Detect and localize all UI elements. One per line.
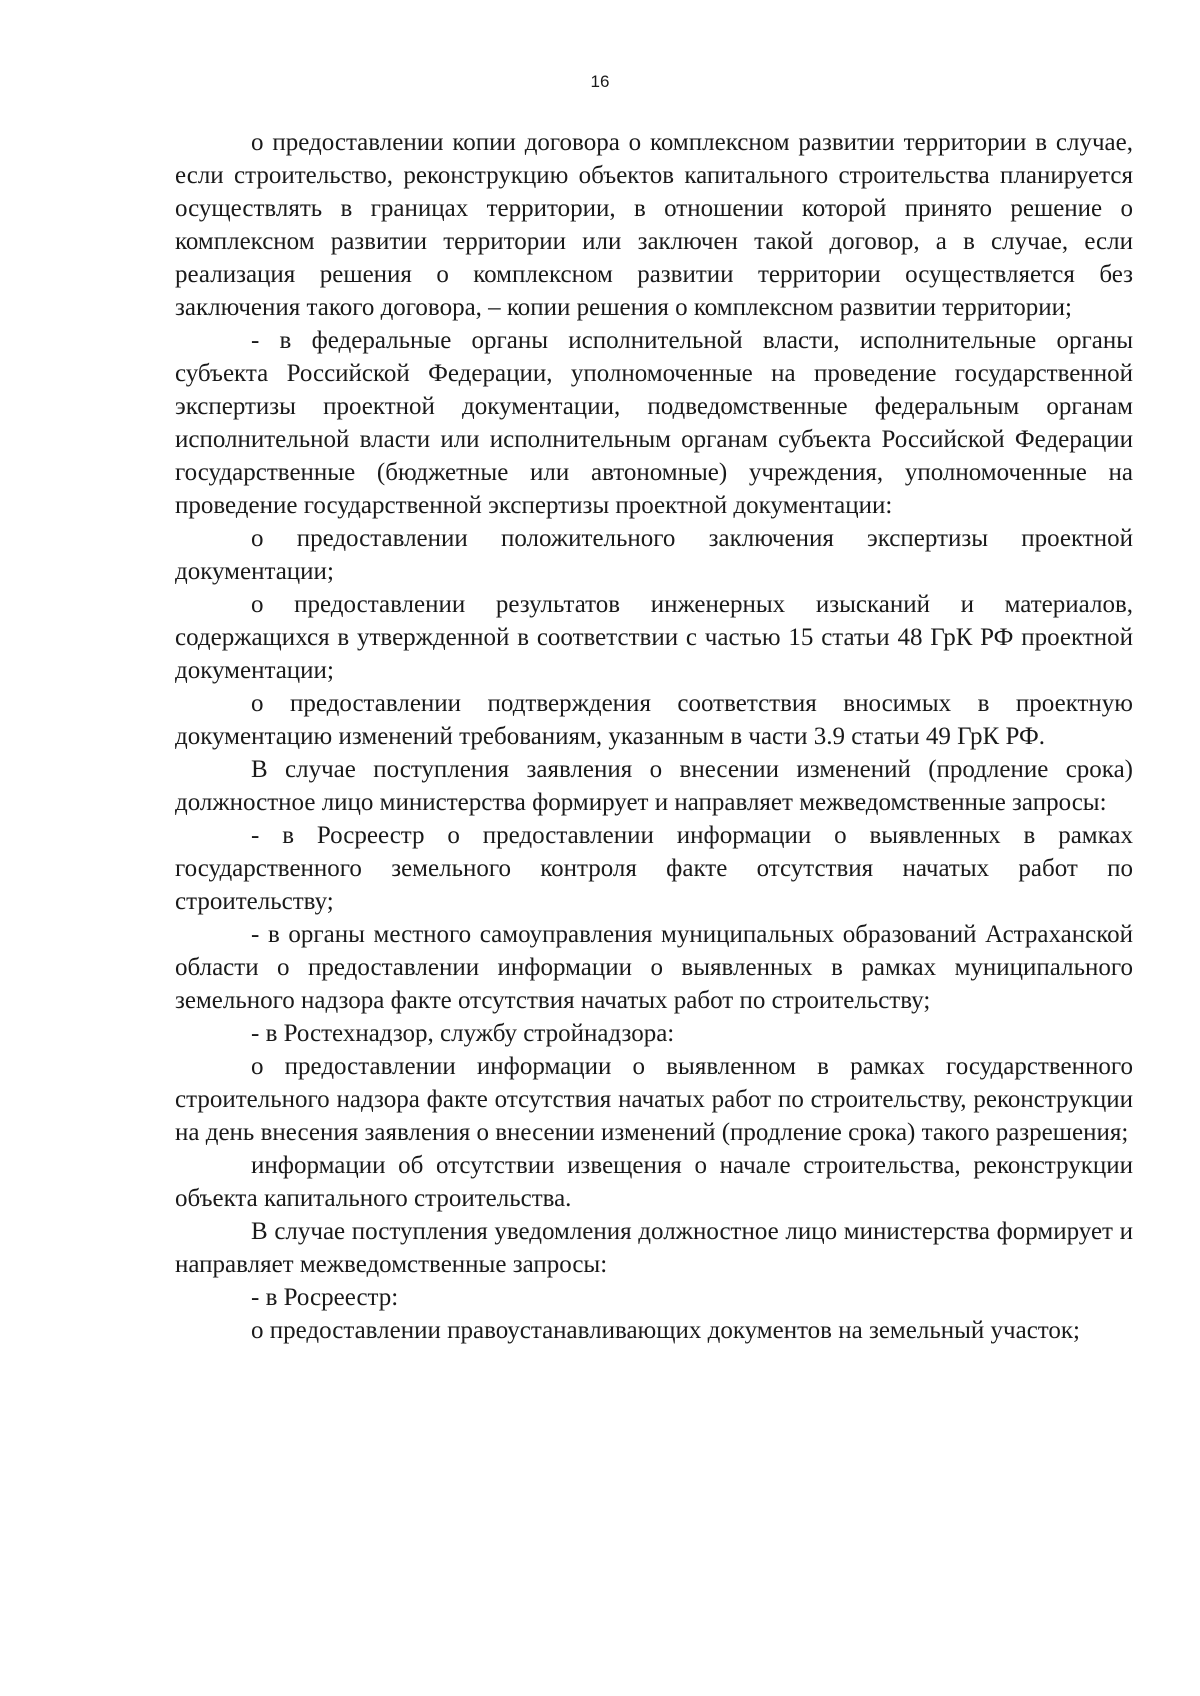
paragraph: о предоставлении результатов инженерных изысканий и материалов, содержащихся в утвержденной в соответствии с частью 15 статьи 48 ГрК РФ проектной документации; [175,591,1133,684]
paragraph: В случае поступления заявления о внесении изменений (продление срока) должностное лицо министерства формирует и направляет межведомственные запросы: [175,756,1133,816]
paragraph: информации об отсутствии извещения о начале строительства, реконструкции объекта капитального строительства. [175,1152,1133,1212]
paragraph: В случае поступления уведомления должностное лицо министерства формирует и направляет межведомственные запросы: [175,1218,1133,1278]
paragraph: о предоставлении копии договора о комплексном развитии территории в случае, если строительство, реконструкцию объектов капитального строительства планируется осуществлять в границах территории, в отношении которой принято решение о комплексном развитии территории или заключен такой договор, а в случае, если реализация решения о комплексном развитии территории осуществляется без заключения такого договора, – копии решения о комплексном развитии территории; [175,129,1133,321]
paragraph: о предоставлении правоустанавливающих документов на земельный участок; [251,1317,1080,1344]
paragraph: - в федеральные органы исполнительной власти, исполнительные органы субъекта Российской Федерации, уполномоченные на проведение государственной экспертизы проектной документации, подведомственные федеральным органам исполнительной власти или исполнительным органам субъекта Российской Федерации государственные (бюджетные или автономные) учреждения, уполномоченные на проведение государственной экспертизы проектной документации: [175,327,1133,519]
paragraph: о предоставлении информации о выявленном в рамках государственного строительного надзора факте отсутствия начатых работ по строительству, реконструкции на день внесения заявления о внесении изменений (продление срока) такого разрешения; [175,1053,1133,1146]
page-number: 16 [590,72,610,91]
document-body [175,126,1133,1347]
paragraph: о предоставлении подтверждения соответствия вносимых в проектную документацию изменений требованиям, указанным в части 3.9 статьи 49 ГрК РФ. [175,690,1133,750]
paragraph: - в Росреестр: [251,1284,399,1311]
paragraph: о предоставлении положительного заключения экспертизы проектной документации; [175,525,1133,585]
paragraph: - в Росреестр о предоставлении информации о выявленных в рамках государственного земельного контроля факте отсутствия начатых работ по строительству; [175,822,1133,915]
paragraph: - в органы местного самоуправления муниципальных образований Астраханской области о предоставлении информации о выявленных в рамках муниципального земельного надзора факте отсутствия начатых работ по строительству; [175,921,1133,1014]
paragraph: - в Ростехнадзор, службу стройнадзора: [251,1020,675,1047]
